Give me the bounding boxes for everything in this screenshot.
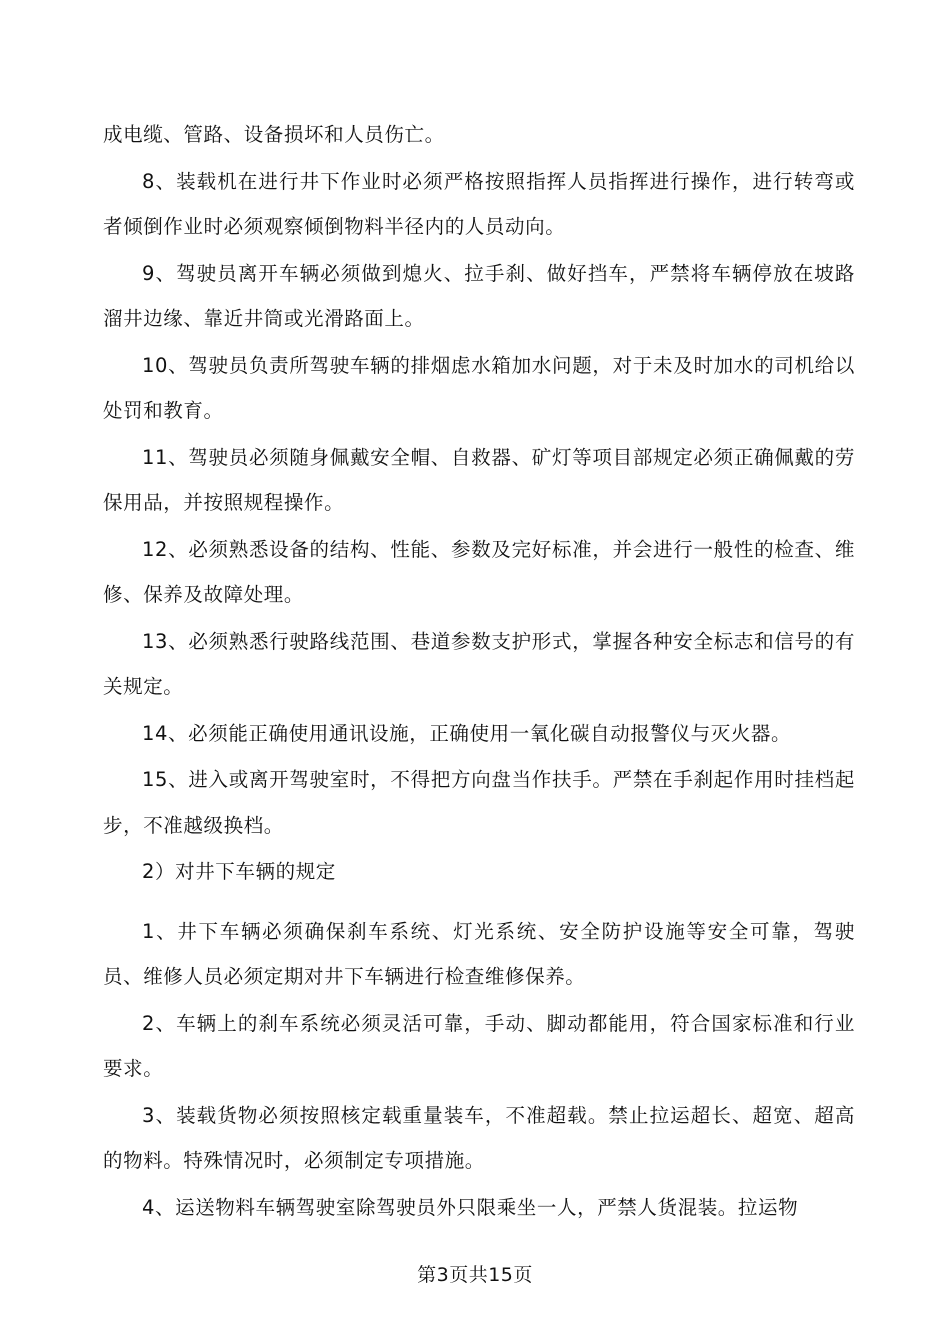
paragraph-rule-1: 1、井下车辆必须确保刹车系统、灯光系统、安全防护设施等安全可靠，驾驶员、维修人员必须定期对井下车辆进行检查维修保养。: [103, 919, 855, 988]
paragraph-item-10: 10、驾驶员负责所驾驶车辆的排烟虑水箱加水问题，对于未及时加水的司机给以处罚和教育。: [103, 353, 855, 422]
section-heading: 2）对井下车辆的规定: [142, 860, 336, 883]
paragraph-rule-3: 3、装载货物必须按照核定载重量装车，不准超载。禁止拉运超长、超宽、超高的物料。特殊情况时，必须制定专项措施。: [103, 1103, 855, 1172]
paragraph-item-12: 12、必须熟悉设备的结构、性能、参数及完好标准，并会进行一般性的检查、维修、保养及故障处理。: [103, 537, 855, 606]
paragraph-item-15: 15、进入或离开驾驶室时，不得把方向盘当作扶手。严禁在手刹起作用时挂档起步，不准越级换档。: [103, 768, 855, 837]
paragraph-rule-4: 4、运送物料车辆驾驶室除驾驶员外只限乘坐一人，严禁人货混装。拉运物: [142, 1195, 799, 1219]
page-number-footer: 第3页共15页: [417, 1264, 533, 1286]
paragraph-item-9: 9、驾驶员离开车辆必须做到熄火、拉手刹、做好挡车，严禁将车辆停放在坡路溜井边缘、靠近井筒或光滑路面上。: [103, 261, 855, 330]
document-body: [103, 112, 855, 1231]
paragraph-rule-2: 2、车辆上的刹车系统必须灵活可靠，手动、脚动都能用，符合国家标准和行业要求。: [103, 1011, 855, 1080]
paragraph-item-13: 13、必须熟悉行驶路线范围、巷道参数支护形式，掌握各种安全标志和信号的有关规定。: [103, 629, 855, 698]
paragraph-item-8: 8、装载机在进行井下作业时必须严格按照指挥人员指挥进行操作，进行转弯或者倾倒作业时必须观察倾倒物料半径内的人员动向。: [103, 169, 855, 238]
paragraph-item-11: 11、驾驶员必须随身佩戴安全帽、自救器、矿灯等项目部规定必须正确佩戴的劳保用品，并按照规程操作。: [103, 445, 855, 514]
paragraph-item-14: 14、必须能正确使用通讯设施，正确使用一氧化碳自动报警仪与灭火器。: [142, 721, 792, 745]
paragraph-continuation: 成电缆、管路、设备损坏和人员伤亡。: [103, 123, 445, 146]
